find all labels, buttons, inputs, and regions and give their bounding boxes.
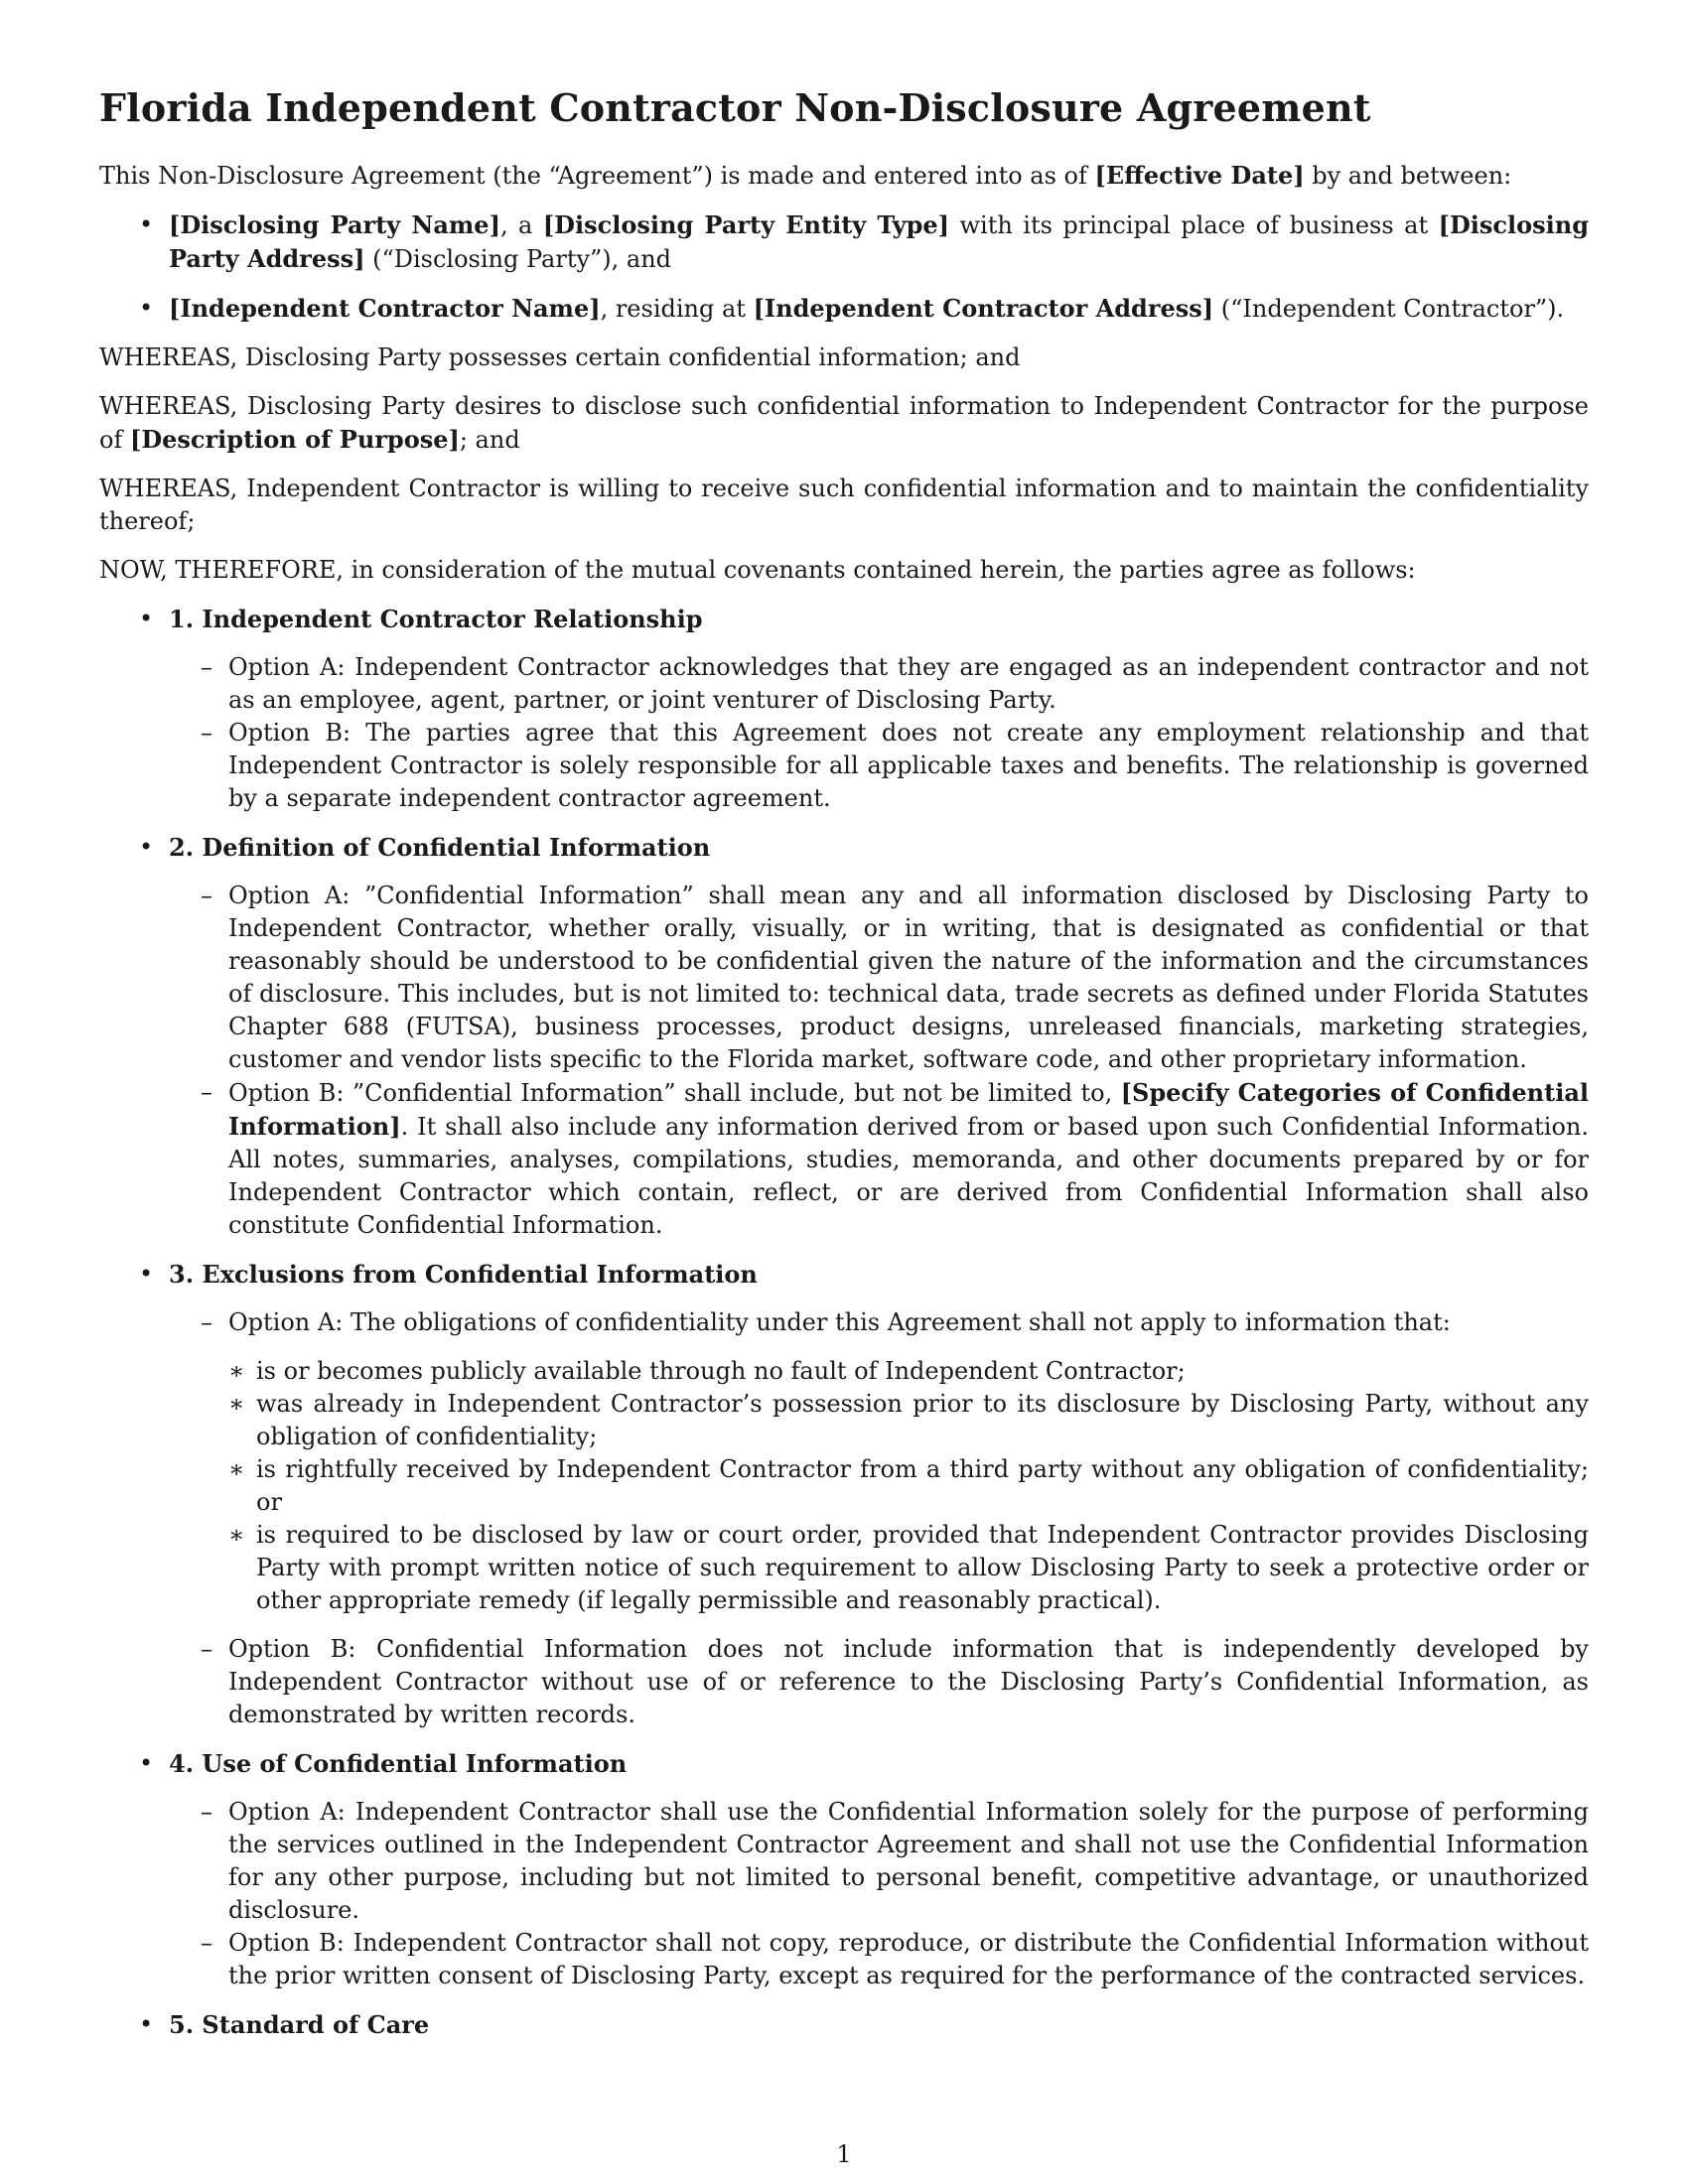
disclosing-address-placeholder: [Disclosing Party Address] bbox=[169, 209, 1589, 273]
party-text: (“Disclosing Party”), and bbox=[364, 244, 672, 273]
exclusion-item: ∗ was already in Independent Contractor’s possession prior to its disclosure by Disclosing Party, without any obligation of confidentiality; bbox=[228, 1388, 1589, 1453]
party-text: , a bbox=[499, 210, 543, 239]
now-therefore: NOW, THEREFORE, in consideration of the mutual covenants contained herein, the parties agree as follows: bbox=[99, 555, 1416, 584]
option-text: Option B: ”Confidential Information” shall include, but not be limited to, bbox=[228, 1078, 1121, 1107]
intro-post: by and between: bbox=[1304, 161, 1512, 190]
section-3-option-a bbox=[169, 1306, 1589, 1617]
page-number: 1 bbox=[836, 2140, 852, 2168]
section-4-option-b: – Option B: Independent Contractor shall not copy, reproduce, or distribute the Confidential Information without the prior written consent of Disclosing Party, except as required for the performance of the contracted services. bbox=[169, 1927, 1589, 1992]
page-title: Florida Independent Contractor Non-Disclosure Agreement bbox=[99, 85, 1371, 130]
section-4-options bbox=[169, 1796, 1589, 1992]
purpose-placeholder: [Description of Purpose] bbox=[129, 424, 460, 454]
section-2-title: • 2. Definition of Confidential Information bbox=[169, 832, 711, 862]
effective-date-placeholder: [Effective Date] bbox=[1094, 160, 1305, 190]
section-1 bbox=[99, 603, 1589, 815]
section-3-options bbox=[169, 1306, 1589, 1731]
section-4 bbox=[99, 1747, 1589, 1992]
categories-placeholder: [Specify Categories of Confidential Information] bbox=[228, 1077, 1589, 1141]
section-3 bbox=[99, 1258, 1589, 1731]
disclosing-type-placeholder: [Disclosing Party Entity Type] bbox=[542, 209, 950, 239]
section-4-option-a: – Option A: Independent Contractor shall use the Confidential Information solely for the purpose of performing the services outlined in the Independent Contractor Agreement and shall not use the Confidential Information for any other purpose, including but not limited to personal benefit, competitive advantage, or unauthorized disclosure. bbox=[169, 1796, 1589, 1927]
section-1-options bbox=[169, 651, 1589, 815]
section-2-option-b bbox=[169, 1076, 1589, 1242]
exclusions-list bbox=[228, 1355, 1589, 1617]
recital-text: WHEREAS, Disclosing Party desires to disclose such confidential information to Independent Contractor for the purpose of bbox=[99, 391, 1589, 454]
party-text: with its principal place of business at bbox=[949, 210, 1439, 239]
section-3-title: • 3. Exclusions from Confidential Information bbox=[169, 1259, 758, 1289]
party-text: (“Independent Contractor”). bbox=[1213, 294, 1565, 323]
party-text: , residing at bbox=[600, 294, 754, 323]
recital-3: WHEREAS, Independent Contractor is willing to receive such confidential information and to maintain the confidentiality thereof; bbox=[99, 474, 1589, 535]
parties-list bbox=[99, 208, 1589, 326]
recital-1: WHEREAS, Disclosing Party possesses certain confidential information; and bbox=[99, 342, 1021, 371]
section-2-option-a: – Option A: ”Confidential Information” shall mean any and all information disclosed by Disclosing Party to Independent Contractor, whether orally, visually, or in writing, that is designated as confidential or that reasonably should be understood to be confidential given the nature of the information and the circumstances of disclosure. This includes, but is not limited to: technical data, trade secrets as defined under Florida Statutes Chapter 688 (FUTSA), business processes, product designs, unreleased financials, marketing strategies, customer and vendor lists specific to the Florida market, software code, and other proprietary information. bbox=[169, 880, 1589, 1076]
disclosing-name-placeholder: [Disclosing Party Name] bbox=[169, 209, 500, 239]
section-5 bbox=[99, 2008, 1589, 2041]
exclusion-item: ∗ is required to be disclosed by law or court order, provided that Independent Contractor provides Disclosing Party with prompt written notice of such requirement to allow Disclosing Party to seek a protective order or other appropriate remedy (if legally permissible and reasonably practical). bbox=[228, 1519, 1589, 1617]
intro-paragraph bbox=[99, 159, 1589, 193]
party-disclosing bbox=[99, 208, 1589, 276]
contractor-name-placeholder: [Independent Contractor Name] bbox=[169, 293, 601, 323]
section-3-option-b: – Option B: Confidential Information does not include information that is independently developed by Independent Contractor without use of or reference to the Disclosing Party’s Confidential Information, as demonstrated by written records. bbox=[169, 1633, 1589, 1731]
section-2 bbox=[99, 831, 1589, 1242]
section-1-title: • 1. Independent Contractor Relationship bbox=[169, 604, 703, 633]
exclusion-item: ∗ is or becomes publicly available through no fault of Independent Contractor; bbox=[228, 1355, 1589, 1388]
party-contractor bbox=[99, 292, 1589, 326]
contractor-address-placeholder: [Independent Contractor Address] bbox=[753, 293, 1214, 323]
recital-2 bbox=[99, 390, 1589, 457]
section-1-option-b: – Option B: The parties agree that this Agreement does not create any employment relationship and that Independent Contractor is solely responsible for all applicable taxes and benefits. The relationship is governed by a separate independent contractor agreement. bbox=[169, 717, 1589, 815]
option-text: Option A: The obligations of confidentiality under this Agreement shall not apply to information that: bbox=[228, 1307, 1451, 1336]
section-5-title: • 5. Standard of Care bbox=[169, 2009, 430, 2039]
recital-text: ; and bbox=[459, 425, 520, 454]
sections-list bbox=[99, 603, 1589, 2041]
option-text: . It shall also include any information derived from or based upon such Confidential Information. All notes, summaries, analyses, compilations, studies, memoranda, and other documents prepared by or for Independent Contractor which contain, reflect, or are derived from Confidential Information shall also constitute Confidential Information. bbox=[228, 1112, 1589, 1239]
section-2-options bbox=[169, 880, 1589, 1242]
section-1-option-a: – Option A: Independent Contractor acknowledges that they are engaged as an independent contractor and not as an employee, agent, partner, or joint venturer of Disclosing Party. bbox=[169, 651, 1589, 717]
intro-pre: This Non-Disclosure Agreement (the “Agreement”) is made and entered into as of bbox=[99, 161, 1095, 190]
document-page bbox=[99, 85, 1589, 2057]
exclusion-item: ∗ is rightfully received by Independent Contractor from a third party without any obligation of confidentiality; or bbox=[228, 1453, 1589, 1519]
section-4-title: • 4. Use of Confidential Information bbox=[169, 1748, 628, 1778]
